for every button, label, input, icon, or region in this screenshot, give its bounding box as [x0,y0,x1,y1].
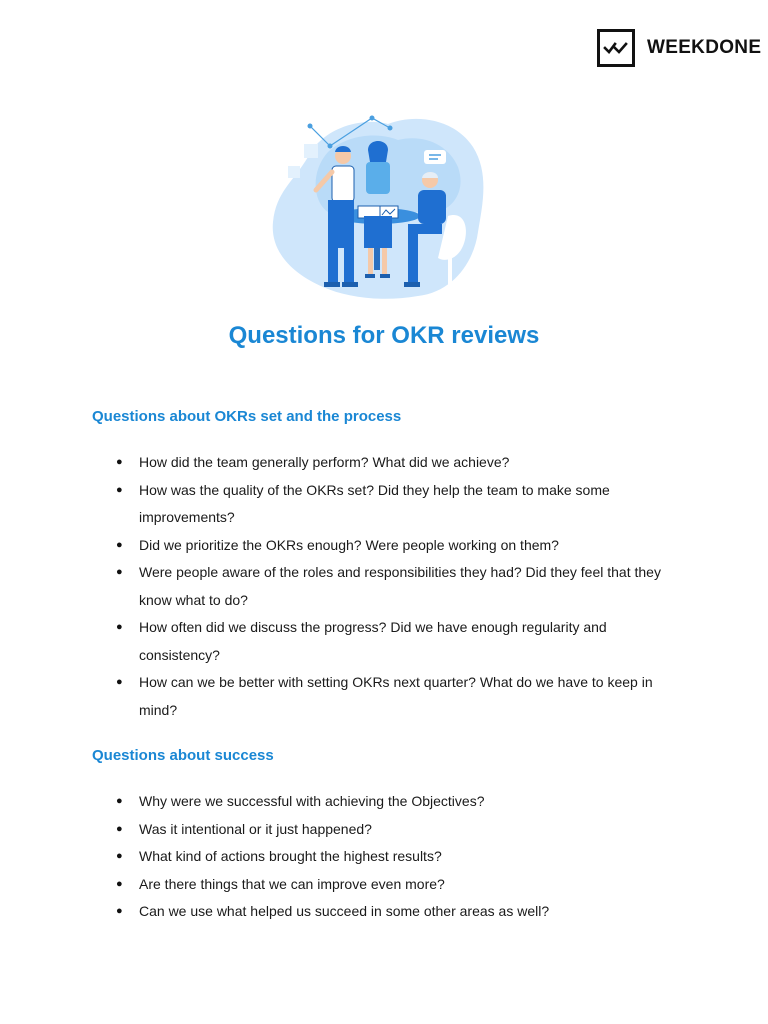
bullet-icon: ● [116,538,123,551]
list-item: ● Why were we successful with achieving the Objectives? [0,788,768,816]
list-item: ● Were people aware of the roles and responsibilities they had? Did they feel that they know what to do? [0,559,768,614]
list-item: ● How was the quality of the OKRs set? Did they help the team to make some improvements? [0,477,768,532]
bullet-icon: ● [116,676,123,688]
list-item: ● How often did we discuss the progress? Did we have enough regularity and consistency? [0,614,768,669]
brand-name: WEEKDONE [647,37,762,58]
section-heading-process: Questions about OKRs set and the process [92,408,402,425]
bullet-icon: ● [116,456,123,468]
bullet-icon: ● [116,905,123,917]
document-title: Questions for OKR reviews [228,322,540,349]
list-item: ● Did we prioritize the OKRs enough? Were people working on them? [0,532,768,560]
question-list-process [0,449,768,724]
list-item: ● What kind of actions brought the highest results? [0,843,768,871]
list-item: ● Are there things that we can improve even more? [0,871,768,899]
question-list-success [0,788,768,926]
bullet-icon: ● [116,850,123,862]
list-item: ● How did the team generally perform? What did we achieve? [0,449,768,477]
double-check-icon [597,29,635,67]
bullet-icon: ● [116,795,123,807]
weekdone-logo [597,29,761,67]
bullet-icon: ● [116,483,123,496]
team-meeting-illustration [268,112,488,302]
bullet-icon: ● [116,822,123,835]
list-item: ● Can we use what helped us succeed in some other areas as well? [0,898,768,926]
list-item: ● How can we be better with setting OKRs next quarter? What do we have to keep in mind? [0,669,768,724]
bullet-icon: ● [116,621,123,633]
bullet-icon: ● [116,566,123,578]
list-item: ● Was it intentional or it just happened? [0,816,768,844]
bullet-icon: ● [116,877,123,890]
section-heading-success: Questions about success [92,747,274,764]
